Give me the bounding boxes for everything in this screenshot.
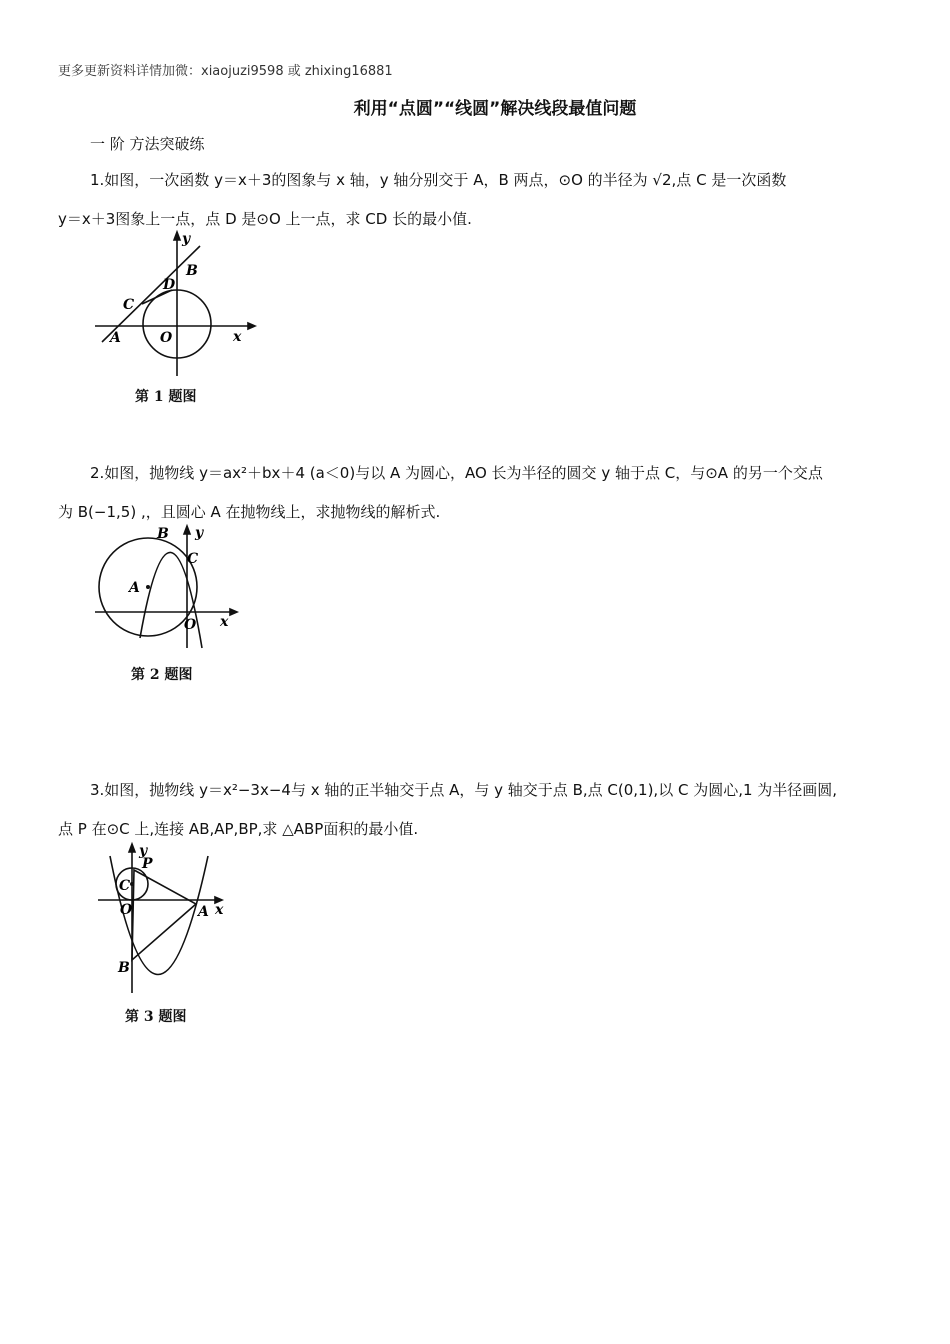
y-axis-arrow-icon (174, 232, 180, 240)
label-b: B (157, 526, 169, 542)
label-y: y (195, 525, 204, 541)
label-a: A (198, 904, 209, 920)
label-o: O (184, 617, 197, 633)
y-axis-arrow-icon (129, 844, 135, 852)
problem-3-line-1: 3.如图，抛物线 y＝x²−3x−4与 x 轴的正半轴交于点 A，与 y 轴交于点 B,点 C(0,1),以 C 为圆心,1 为半径画圆, (90, 781, 838, 799)
figure-1-caption: 第 1 题图 (135, 389, 197, 405)
page-header: 更多更新资料详情加微：xiaojuzi9598 或 zhixing16881 (58, 64, 393, 79)
label-y: y (182, 231, 191, 247)
problem-2-line-2: 为 B(−1,5) ,，且圆心 A 在抛物线上，求抛物线的解析式. (58, 503, 441, 521)
figure-3-caption: 第 3 题图 (125, 1009, 187, 1025)
label-c: C (187, 551, 199, 567)
label-d: D (163, 277, 176, 293)
label-o: O (120, 902, 133, 918)
label-c: C (123, 297, 135, 313)
line-y-x-plus-3 (102, 246, 200, 342)
label-c: C (119, 878, 131, 894)
label-x: x (220, 614, 229, 630)
figure-1 (90, 228, 260, 383)
problem-1-line-2: y＝x＋3图象上一点，点 D 是⊙O 上一点，求 CD 长的最小值. (58, 210, 472, 228)
figure-2 (90, 520, 250, 655)
label-o: O (160, 330, 173, 346)
label-b: B (118, 960, 130, 976)
label-y: y (139, 843, 148, 859)
label-x: x (233, 329, 242, 345)
page-title: 利用“点圆”“线圆”解决线段最值问题 (353, 99, 637, 119)
label-b: B (186, 263, 198, 279)
problem-1-line-1: 1.如图，一次函数 y＝x＋3的图象与 x 轴，y 轴分别交于 A，B 两点，⊙O 的半径为 √2,点 C 是一次函数 (90, 171, 787, 189)
label-a: A (110, 330, 121, 346)
triangle-abp (132, 870, 196, 960)
label-a: A (129, 580, 140, 596)
y-axis-arrow-icon (184, 526, 190, 534)
x-axis-arrow-icon (248, 323, 255, 329)
point-a (146, 585, 150, 589)
section-heading: 一 阶 方法突破练 (90, 135, 205, 153)
problem-3-line-2: 点 P 在⊙C 上,连接 AB,AP,BP,求 △ABP面积的最小值. (58, 820, 419, 838)
label-p: P (142, 856, 153, 872)
label-x: x (215, 902, 224, 918)
problem-2-line-1: 2.如图，抛物线 y＝ax²＋bx＋4 (a＜0)与以 A 为圆心，AO 长为半径的圆交 y 轴于点 C，与⊙A 的另一个交点 (90, 464, 823, 482)
figure-2-caption: 第 2 题图 (131, 667, 193, 683)
point-c (130, 882, 134, 886)
x-axis-arrow-icon (230, 609, 237, 615)
figure-3 (90, 838, 240, 1003)
